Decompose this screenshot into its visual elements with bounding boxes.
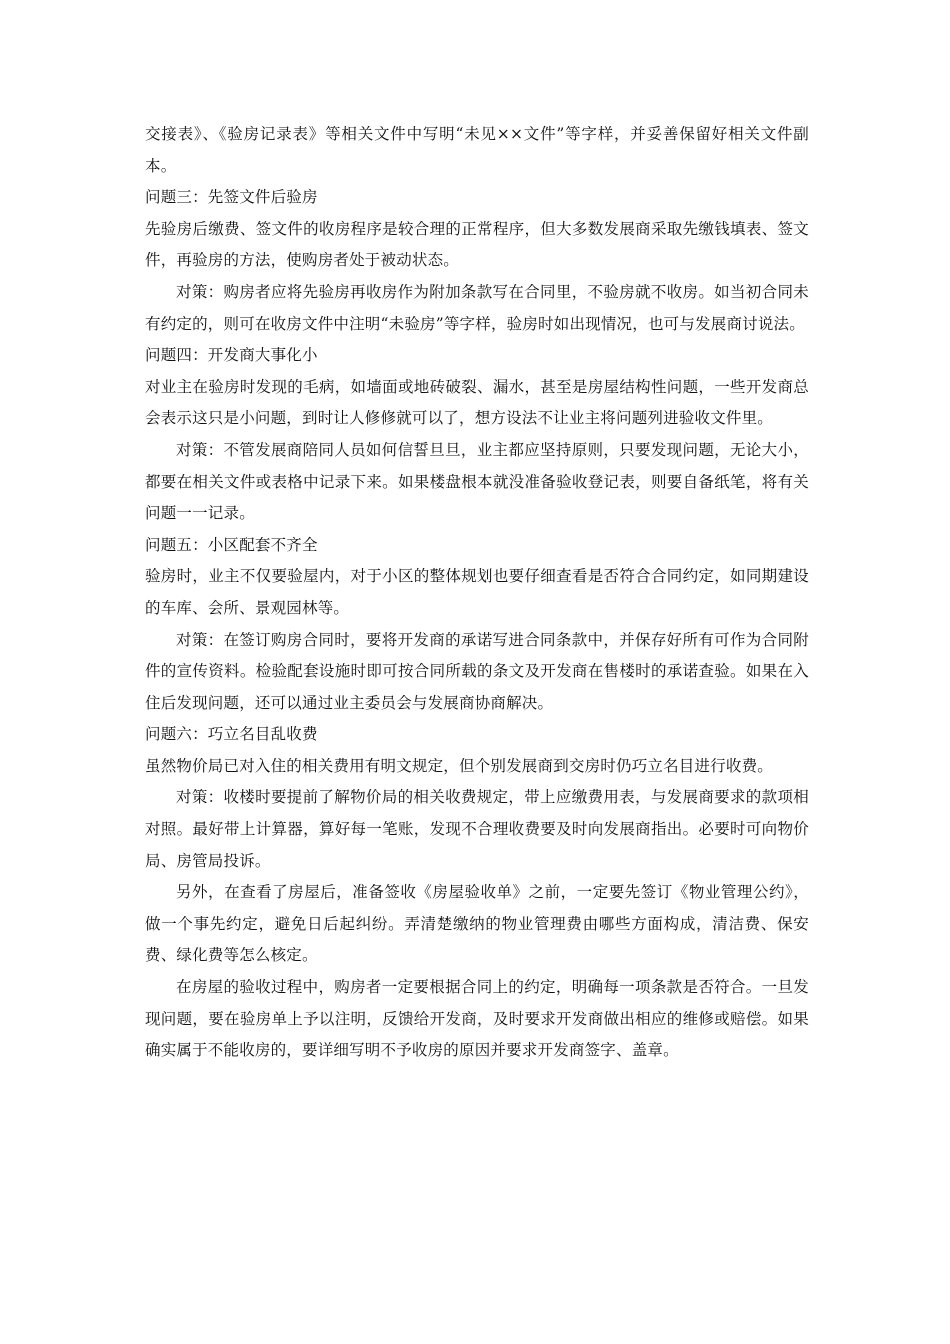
section-heading: 问题三：先签文件后验房	[145, 188, 318, 207]
paragraph: 在房屋的验收过程中，购房者一定要根据合同上的约定，明确每一项条款是否符合。一旦发现问题，要在验房单上予以注明，反馈给开发商，及时要求开发商做出相应的维修或赔偿。如果确实属于不能收房的，要详细写明不予收房的原因并要求开发商签字、盖章。	[145, 978, 809, 1060]
section-heading: 问题五：小区配套不齐全	[145, 535, 318, 554]
paragraph: 另外，在查看了房屋后，准备签收《房屋验收单》之前，一定要先签订《物业管理公约》，做一个事先约定，避免日后起纠纷。弄清楚缴纳的物业管理费由哪些方面构成，清洁费、保安费、绿化费等怎么核定。	[145, 883, 809, 965]
document-page	[145, 119, 809, 1067]
paragraph: 交接表》、《验房记录表》等相关文件中写明“未见××文件”等字样，并妥善保留好相关文件副本。	[145, 125, 809, 175]
paragraph: 对业主在验房时发现的毛病，如墙面或地砖破裂、漏水，甚至是房屋结构性问题，一些开发商总会表示这只是小问题，到时让人修修就可以了，想方设法不让业主将问题列进验收文件里。	[145, 377, 809, 428]
paragraph: 虽然物价局已对入住的相关费用有明文规定，但个别发展商到交房时仍巧立名目进行收费。	[145, 756, 774, 775]
paragraph: 对策：不管发展商陪同人员如何信誓旦旦，业主都应坚持原则，只要发现问题，无论大小，都要在相关文件或表格中记录下来。如果楼盘根本就没准备验收登记表，则要自备纸笔，将有关问题一一记录。	[145, 440, 809, 523]
paragraph: 对策：在签订购房合同时，要将开发商的承诺写进合同条款中，并保存好所有可作为合同附件的宣传资料。检验配套设施时即可按合同所载的条文及开发商在售楼时的承诺查验。如果在入住后发现问题，还可以通过业主委员会与发展商协商解决。	[145, 630, 809, 712]
paragraph: 对策：购房者应将先验房再收房作为附加条款写在合同里，不验房就不收房。如当初合同未有约定的，则可在收房文件中注明“未验房”等字样，验房时如出现情况，也可与发展商讨说法。	[145, 282, 809, 333]
paragraph: 先验房后缴费、签文件的收房程序是较合理的正常程序，但大多数发展商采取先缴钱填表、签文件，再验房的方法，使购房者处于被动状态。	[145, 219, 809, 270]
section-heading: 问题六：巧立名目乱收费	[145, 725, 318, 744]
section-heading: 问题四：开发商大事化小	[145, 346, 318, 365]
paragraph: 对策：收楼时要提前了解物价局的相关收费规定，带上应缴费用表，与发展商要求的款项相对照。最好带上计算器，算好每一笔账，发现不合理收费要及时向发展商指出。必要时可向物价局、房管局投诉。	[145, 788, 809, 870]
paragraph: 验房时，业主不仅要验屋内，对于小区的整体规划也要仔细查看是否符合合同约定，如同期建设的车库、会所、景观园林等。	[145, 567, 809, 617]
